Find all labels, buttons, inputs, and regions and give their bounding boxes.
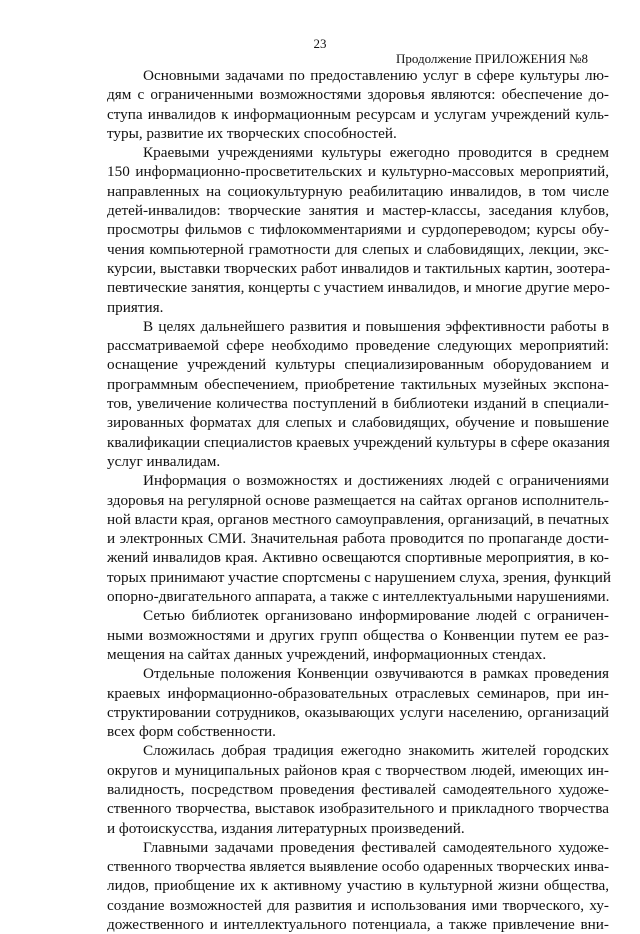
text-line: торых принимают участие спортсмены с нарушением слуха, зрения, функций [107, 568, 612, 586]
text-line: структировании сотрудников, оказывающих услуги населению, организаций [107, 703, 609, 721]
text-line: опорно-двигательного аппарата, а также с интеллектуальными нарушениями. [107, 588, 610, 606]
text-line: лидов, приобщение их к активному участию в культурной жизни общества, [107, 877, 609, 895]
text-line: певтические занятия, концерты с участием инвалидов, и многие другие меро- [107, 279, 610, 297]
paragraph [107, 838, 609, 934]
text-line: дожественного и интеллектуального потенциала, а также привлечение вни- [107, 916, 609, 934]
text-line: курсии, выставки творческих работ инвалидов и тактильных картин, зоотера- [107, 259, 611, 277]
text-line: оснащение учреждений культуры специализированным оборудованием и [107, 356, 609, 374]
text-line: туры, развитие их творческих способностей. [107, 124, 397, 142]
text-line: детей-инвалидов: творческие занятия и мастер-классы, заседания клубов, [107, 202, 609, 220]
text-line: дям с ограниченными возможностями здоровья являются: обеспечение до- [107, 86, 609, 104]
text-line: краевых информационно-образовательных отраслевых семинаров, при ин- [107, 684, 609, 702]
text-line: ступа инвалидов к информационным ресурсам и услугам учреждений куль- [107, 105, 609, 123]
text-line: Основными задачами по предоставлению услуг в сфере культуры лю- [143, 67, 609, 84]
text-line: 150 информационно-просветительских и культурно-массовых мероприятий, [107, 163, 609, 181]
text-line: мещения на сайтах данных учреждений, информационных стендах. [107, 645, 547, 663]
text-line: чения компьютерной грамотности для слепых и слабовидящих, лекции, экс- [107, 240, 609, 258]
text-line: и фотоискусства, издания литературных произведений. [107, 819, 465, 837]
text-line: Главными задачами проведения фестивалей самодеятельного художе- [143, 838, 609, 856]
paragraph [107, 143, 609, 317]
text-line: Информация о возможностях и достижениях людей с ограничениями [143, 472, 609, 490]
text-line: рассматриваемой сфере необходимо проведение следующих мероприятий: [107, 337, 609, 355]
paragraph [107, 471, 612, 606]
page-number: 23 [313, 36, 327, 51]
paragraph [107, 66, 609, 143]
paragraph [107, 317, 609, 471]
text-line: создание возможностей для развития и использования ими творческого, ху- [107, 896, 609, 914]
text-line: Сетью библиотек организовано информирование людей с ограничен- [143, 607, 609, 625]
text-line: зированных форматах для слепых и слабовидящих, обучение и повышение [107, 414, 609, 432]
text-line: услуг инвалидам. [107, 452, 221, 470]
text-line: Сложилась добрая традиция ежегодно знакомить жителей городских [143, 742, 609, 760]
text-line: приятия. [107, 298, 164, 316]
text-line: валидность, посредством проведения фестивалей самодеятельного художе- [107, 780, 609, 798]
text-line: всех форм собственности. [107, 723, 276, 741]
text-line: и электронных СМИ. Значительная работа проводится по пропаганде дости- [107, 530, 609, 548]
text-line: ственного творчества является выявление особо одаренных творческих инва- [107, 858, 609, 876]
text-line: квалификации специалистов краевых учреждений культуры в сфере оказания [107, 433, 610, 451]
text-line: просмотры фильмов с тифлокомментариями и сурдопереводом; курсы обу- [107, 221, 609, 239]
paragraph [107, 606, 609, 664]
appendix-continuation-heading: Продолжение ПРИЛОЖЕНИЯ №8 [395, 51, 588, 66]
text-line: Отдельные положения Конвенции озвучиваются в рамках проведения [143, 665, 609, 683]
paragraph [107, 664, 609, 741]
text-line: направленных на социокультурную реабилитацию инвалидов, в том числе [107, 182, 609, 200]
document-body [107, 66, 612, 934]
text-line: ными возможностями и других групп общества о Конвенции путем ее раз- [107, 626, 609, 644]
text-line: здоровья на регулярной основе размещается на сайтах органов исполнитель- [107, 491, 609, 509]
paragraph [107, 741, 609, 837]
text-line: Краевыми учреждениями культуры ежегодно проводится в среднем [143, 144, 609, 162]
text-line: ственного творчества, выставок изобразительного и прикладного творчества [107, 800, 609, 818]
text-line: тов, увеличение количества поступлений в библиотеки изданий в специали- [107, 395, 609, 413]
text-line: жений инвалидов края. Активно освещаются спортивные мероприятия, в ко- [107, 549, 609, 567]
text-line: В целях дальнейшего развития и повышения эффективности работы в [143, 317, 609, 335]
text-line: округов и муниципальных районов края с творчеством людей, имеющих ин- [107, 761, 609, 779]
text-line: программным обеспечением, приобретение тактильных музейных экспона- [107, 375, 609, 393]
text-line: ной власти края, органов местного самоуправления, организаций, в печатных [107, 510, 610, 528]
